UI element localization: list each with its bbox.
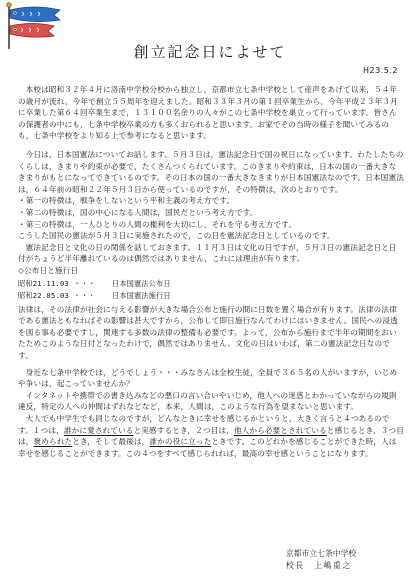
law-date-row [18,278,404,290]
list-item: ・第三の特徴は，一人ひとりの人間の権利を大切にし，それを守る考え方です。 [18,219,297,229]
blue-carp-icon [10,7,60,22]
underlined-phrase: 誰かに愛されている [63,425,134,435]
list-item: ・第一の特徴は，戦争をしないという平和主義の考え方です。 [18,196,235,206]
document-date: H23.5.2 [363,66,398,75]
law-text: 日本国憲法施行日 [111,291,171,301]
law-date: 昭和22.05.03 [18,291,69,301]
underlined-phrase: 誰かの役に立った [149,437,212,447]
law-text: 日本国憲法公布日 [111,278,171,288]
document-body [18,84,404,459]
law-date: 昭和21.11.03 [18,278,69,288]
underlined-phrase: 他人から必要とされている [233,425,327,435]
paragraph-happiness: 大人でも中学生でも同じなのですが，どんなときに幸せを感じるかというと，大きく言うと４つあるのです。１つは，誰かに愛されていると実感するとき，２つ目は，他人から必要とされていると感じるとき，３つ目は，褒められたとき，そして最後は，誰かの役に立ったときです。このどれかを感じることができた時，人は幸せを感じることができます。この４つをすべて感じられれば，最高の幸せ感ということになります。 [18,414,405,458]
page-title: 創立記念日によせて [133,43,287,61]
principal-name: 校長 上嶋重之 [286,561,352,570]
law-separator: ・・・ [73,291,96,301]
paragraph-school-question: 身近な七条中学校では，どうでしょう・・・みなさんは全校生徒，全員で３６５名の人がいますが，いじめや争いは，起こっていませんか？ [18,367,398,389]
list-item: ・第二の特徴は，国の中心になる人間は，国民だという考え方です。 [18,207,258,217]
red-carp-icon [10,24,54,38]
signature-block [286,548,396,572]
law-dates [18,278,404,302]
school-name: 京都市立七条中学校 [286,549,357,558]
underlined-phrase: 褒められた [33,437,73,447]
law-dates-heading: ◇公布日と施行日 [18,265,79,275]
law-date-row [18,290,404,302]
paragraph-law-explanation: 法律は，その法律が社会に与える影響が大きな場合公布と施行の間に日数を置く場合が有ります。法律の法律である憲法ともなればその影響は甚大ですから，公布して即日施行なんてわけにはいきません。国民への浸透を図る事も必要ですし，関連する多数の法律の整備も必要です。よって，公布から施行まで半年の期間をおいたためこのような日付となったわけで，偶然ではありません。文化の日はいわば，第二の憲法記念日なのです。 [18,304,398,361]
paragraph-internet: インタネットや携帯での書き込みなどの悪口の言い合いやいじめ，他人への迷惑とわかっていながらの規則違反，特定の人への仲間はずれなどなど，本来，人間は，このような行為を望まないと思います。 [18,390,397,412]
paragraph-constitution-intro: 今日は，日本国憲法についてお話します。５月３日は，憲法記念日で国の祝日になっています。わたしたちのくらしは，きまりや約束が必要で，たくさんつくられています。このきまりや約束は，日本の国の一番大きなきまりがもとになってできているのです。その日本の国の一番大きなきまりが日本国憲法なのです。日本国憲法は，６４年前の昭和２２年５月３日から使っているのですが，その特徴は，次のとおりです。 [18,149,404,194]
paragraph-culture-day: 憲法記念日と文化の日の関係を話しておきます。１１月３日は文化の日ですが，５月３日の憲法記念日と日付がちょうど半年離れているのは偶然ではありません，これには理由が有ります。 [18,242,397,264]
law-separator: ・・・ [73,278,96,288]
paragraph-history: 本校は昭和３２年４月に洛南中学校分校から独立し，京都市立七条中学校として産声をあげて以来，５４年の歳月が流れ，今年で創立５５周年を迎えました。昭和３３年３月の第１回卒業生から，今年平成２３年３月に卒業した第６４回卒業生まで，１３１００名余りの人々がこの七条中学校を巣立って行っています。皆さんの保護者の中にも，七条中学校卒業の方も多くおられると思います。お家でその当時の様子を聞いてみるのも，七条中学校をより知る上で参考になると思います。 [18,85,398,141]
paragraph-memorial-day: こうした国民の憲法が５月３日に実施されたので，この日を憲法記念日としているのです。 [18,231,335,241]
feature-list [18,195,404,230]
